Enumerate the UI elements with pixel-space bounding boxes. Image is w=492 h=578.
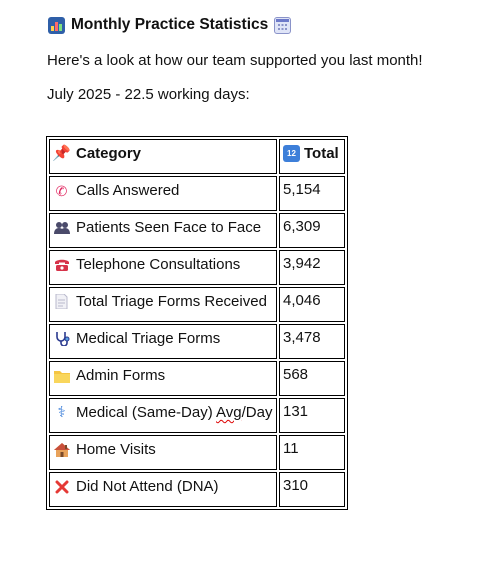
bar-chart-icon bbox=[48, 17, 65, 34]
table-row bbox=[49, 361, 345, 396]
row-category: Did Not Attend (DNA) bbox=[76, 478, 219, 495]
row-category: Patients Seen Face to Face bbox=[76, 219, 262, 236]
header-total-cell bbox=[279, 139, 345, 174]
row-total: 131 bbox=[283, 403, 309, 420]
house-icon bbox=[53, 441, 70, 458]
intro-text: Here's a look at how our team supported you last month! bbox=[47, 52, 423, 69]
telephone-icon bbox=[53, 256, 70, 273]
period-text: July 2025 - 22.5 working days: bbox=[47, 86, 250, 103]
row-total: 5,154 bbox=[283, 181, 321, 198]
table-row bbox=[49, 398, 345, 433]
row-total: 4,046 bbox=[283, 292, 321, 309]
row-category: Home Visits bbox=[76, 441, 156, 458]
table-row bbox=[49, 324, 345, 359]
pushpin-icon: 📌 bbox=[52, 145, 71, 162]
spellcheck-flagged-word[interactable]: Avg bbox=[216, 404, 242, 421]
header-total-label: Total bbox=[304, 145, 339, 162]
stethoscope-icon bbox=[53, 330, 70, 347]
table-row bbox=[49, 176, 345, 211]
table-row bbox=[49, 472, 345, 507]
cross-mark-icon bbox=[53, 478, 70, 495]
medical-symbol-icon: ⚕ bbox=[57, 404, 66, 421]
table-header-row bbox=[49, 139, 345, 174]
row-category: Medical (Same-Day) Avg/Day bbox=[76, 404, 273, 421]
statistics-table bbox=[46, 136, 348, 510]
row-category: Admin Forms bbox=[76, 367, 166, 384]
table-row bbox=[49, 250, 345, 285]
row-category: Telephone Consultations bbox=[76, 256, 241, 273]
row-total: 568 bbox=[283, 366, 309, 383]
people-icon bbox=[53, 219, 70, 236]
phone-icon: ✆ bbox=[55, 182, 68, 199]
calendar-icon bbox=[274, 17, 291, 34]
row-total: 3,942 bbox=[283, 255, 321, 272]
header-category-label: Category bbox=[76, 145, 142, 162]
input-numbers-icon: 12 bbox=[283, 145, 300, 162]
row-category: Total Triage Forms Received bbox=[76, 293, 267, 310]
row-total: 6,309 bbox=[283, 218, 321, 235]
folder-icon bbox=[53, 367, 70, 384]
table-row bbox=[49, 287, 345, 322]
header-category-cell bbox=[49, 139, 277, 174]
table-row bbox=[49, 213, 345, 248]
table-row bbox=[49, 435, 345, 470]
row-total: 310 bbox=[283, 477, 309, 494]
row-total: 3,478 bbox=[283, 329, 321, 346]
row-total: 11 bbox=[283, 440, 299, 457]
row-category: Calls Answered bbox=[76, 182, 180, 199]
row-category: Medical Triage Forms bbox=[76, 330, 221, 347]
heading-title: Monthly Practice Statistics bbox=[71, 16, 269, 33]
page-heading bbox=[48, 16, 291, 34]
document-icon bbox=[53, 293, 70, 310]
